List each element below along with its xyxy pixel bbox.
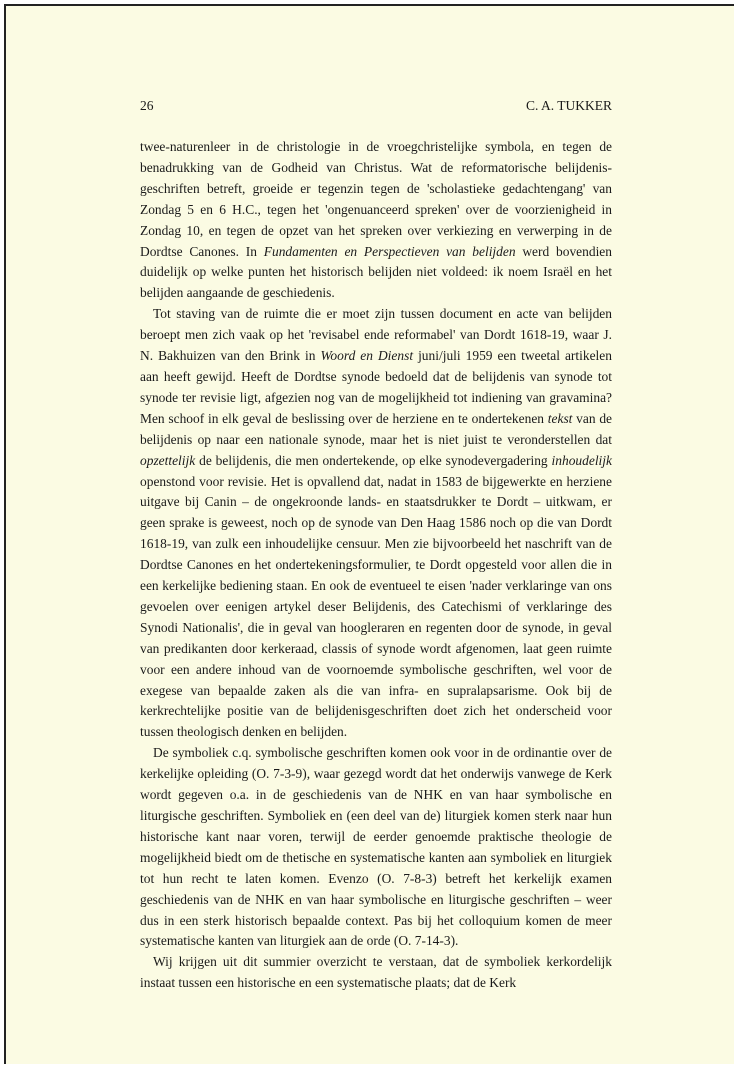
text-run: twee-naturenleer in de christologie in de vroegchristelijke symbola, en tegen de benadrukking van de Godheid van Christus. Wat de reformatorische belijdenisgeschriften betreft, groeide er tegenzin tegen de 'scholastieke gedachtengang' van Zondag 5 en 6 H.C., tegen het 'ongenuanceerd spreken' over de voorzienigheid in Zondag 10, en tegen de opzet van het spreken over verkiezing en verwerping in de Dordtse Canones. In — [140, 139, 612, 259]
running-header — [140, 98, 612, 114]
text-run: juni/juli 1959 een tweetal artikelen aan heeft gewijd. Heeft de Dordtse synode bedoeld dat de belijdenis van synode tot synode ter revisie ligt, afgezien nog van de mogelijkheid tot indiening van gravamina? Men schoof in elk geval de beslissing over de herziene en te ondertekenen — [140, 348, 612, 426]
page — [4, 4, 734, 1064]
text-run: Tot staving van de ruimte die er moet zijn tussen document en acte van belijden beroept men zich vaak op het 'revisabel ende reformabel' van Dordt 1618-19, waar J. N. Bakhuizen van den Brink in — [140, 306, 612, 364]
text-run: werd bovendien duidelijk op welke punten het historisch belijden niet voldeed: ik noem Israël en het belijden aangaande de geschiedenis. — [140, 243, 612, 301]
text-run: de belijdenis, die men ondertekende, op elke synodevergadering — [195, 452, 552, 468]
italic-phrase: Woord en Dienst — [320, 348, 414, 364]
italic-phrase: inhoudelijk — [551, 452, 612, 468]
running-author: C. A. TUKKER — [525, 98, 612, 113]
text-run: van de belijdenis op naar een nationale synode, maar het is niet juist te veronderstellen dat — [140, 410, 613, 447]
text-run: De symboliek c.q. symbolische geschriften komen ook voor in de ordinantie over de kerkelijke opleiding (O. 7-3-9), waar gezegd wordt dat het onderwijs vanwege de Kerk wordt gegeven o.a. in de geschiedenis van de NHK en van haar symbolische en liturgische geschriften. Symboliek en (een deel van de) liturgiek komen sterk naar hun historische kant naar voren, terwijl de eerder genoemde praktische theologie de mogelijkheid biedt om de thetische en systematische kanten aan symboliek en liturgiek tot hun recht te laten komen. Evenzo (O. 7-8-3) betreft het kerkelijk examen geschiedenis van de NHK en van haar symbolische en liturgische geschriften – weer dus in een sterk historisch bepaalde context. Pas bij het colloquium komen de meer systematische kanten van liturgiek aan de orde (O. 7-14-3). — [140, 745, 612, 949]
page-number: 26 — [140, 98, 154, 113]
paragraph-4 — [140, 952, 612, 994]
italic-phrase: opzettelijk — [140, 452, 196, 468]
text-run: Wij krijgen uit dit summier overzicht te verstaan, dat de symboliek kerkordelijk instaat tussen een historische en een systematische plaats; dat de Kerk — [140, 954, 612, 991]
paragraph-2 — [140, 304, 612, 743]
italic-phrase: tekst — [547, 410, 573, 426]
italic-phrase: Fundamenten en Perspectieven van belijden — [263, 243, 516, 259]
text-run: openstond voor revisie. Het is opvallend dat, nadat in 1583 de bijgewerkte en herziene uitgave bij Canin – de ongekroonde lands- en staatsdrukker te Dordt – uitkwam, er geen sprake is geweest, noch op de synode van Den Haag 1586 noch op die van Dordt 1618-19, van zulk een inhoudelijke censuur. Men zie bijvoorbeeld het naschrift van de Dordtse Canones en het ondertekeningsformulier, te Dordt opgesteld voor allen die in een kerkelijke bediening staan. En ook de eventueel te eisen 'nader verklaringe van ons gevoelen over eenigen artykel deser Belijdenis, des Catechismi of verklaringe des Synodi Nationalis', die in geval van hoogleraren en regenten door de synode, in geval van predikanten door kerkeraad, classis of synode wordt afgenomen, laat geen ruimte voor een andere inhoud van de voornoemde symbolische geschriften, wel voor de exegese van bepaalde zaken als die van infra- en supralapsarisme. Ook bij de kerkrechtelijke positie van de belijdenisgeschriften doet zich het onderscheid voor tussen theologisch denken en belijden. — [140, 473, 612, 740]
paragraph-1 — [140, 137, 612, 304]
paragraph-3 — [140, 743, 612, 952]
body-text — [140, 137, 612, 994]
